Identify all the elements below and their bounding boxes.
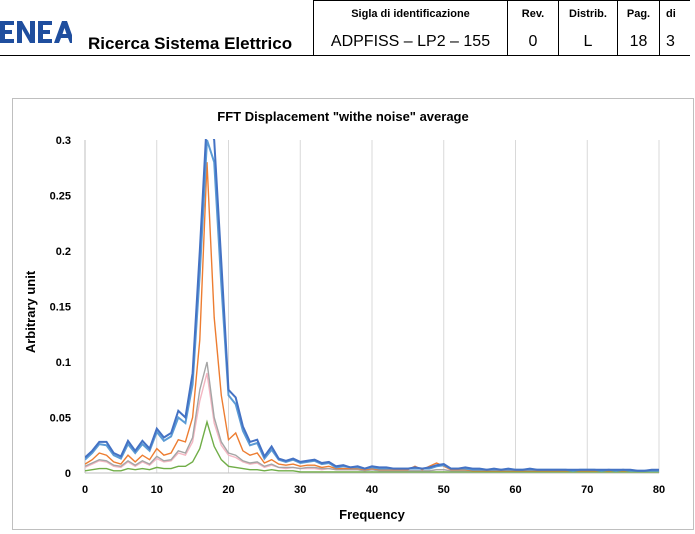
y-axis-label: Arbitrary unit (23, 270, 38, 354)
y-tick-label: 0.15 (49, 301, 71, 314)
x-tick-label: 10 (150, 484, 163, 496)
fft-displacement-chart (13, 99, 693, 529)
distrib-cell (559, 1, 618, 56)
x-tick-label: 30 (294, 484, 307, 496)
chart-title: FFT Displacement "withe noise" average (217, 109, 469, 124)
org-name: Ricerca Sistema Elettrico (88, 33, 293, 53)
id-cell (314, 1, 508, 56)
y-tick-label: 0.3 (55, 135, 71, 147)
of-label: di (666, 8, 676, 20)
y-tick-label: 0.1 (55, 357, 71, 369)
x-axis-label: Frequency (339, 507, 405, 522)
page-value: 18 (629, 33, 648, 50)
document-header (0, 0, 690, 56)
logo-cell (0, 1, 314, 56)
enea-logo (0, 21, 72, 43)
y-tick-label: 0.05 (49, 412, 71, 425)
rev-label: Rev. (521, 8, 545, 20)
id-value: ADPFISS – LP2 – 155 (330, 33, 491, 50)
page-label: Pag. (626, 8, 651, 20)
distrib-label: Distrib. (569, 8, 607, 20)
page-cell (618, 1, 660, 56)
x-tick-label: 40 (365, 484, 379, 496)
x-tick-label: 60 (509, 484, 522, 496)
of-value: 3 (666, 33, 675, 50)
y-tick-label: 0.25 (49, 190, 71, 203)
y-tick-label: 0 (64, 468, 71, 480)
x-tick-label: 20 (222, 484, 235, 496)
x-tick-label: 80 (652, 484, 666, 496)
of-cell (660, 1, 691, 56)
rev-value: 0 (528, 33, 538, 50)
x-tick-label: 70 (581, 484, 594, 496)
y-tick-label: 0.2 (55, 246, 71, 258)
distrib-value: L (583, 33, 593, 50)
id-label: Sigla di identificazione (351, 8, 470, 20)
chart-container (12, 98, 694, 530)
x-tick-label: 50 (437, 484, 450, 496)
x-tick-label: 0 (81, 484, 89, 496)
rev-cell (508, 1, 559, 56)
